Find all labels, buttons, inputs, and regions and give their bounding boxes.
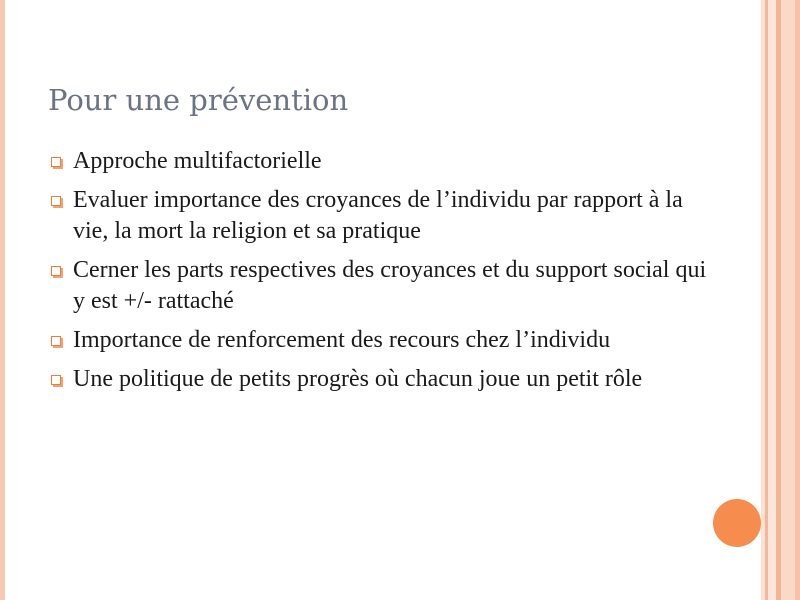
bullet-item	[48, 325, 708, 356]
square-bullet-icon	[51, 196, 61, 206]
square-bullet-icon	[51, 266, 61, 276]
bullet-text: Approche multifactorielle	[73, 148, 322, 174]
slide-title: Pour une prévention	[48, 83, 349, 117]
left-border-decoration	[0, 0, 5, 600]
bullet-text: Une politique de petits progrès où chacun joue un petit rôle	[73, 366, 643, 392]
orange-circle-decoration	[713, 499, 761, 547]
bullet-text: Importance de renforcement des recours chez l’individu	[73, 327, 611, 353]
square-bullet-icon	[51, 375, 61, 385]
square-bullet-icon	[51, 157, 61, 167]
bullet-list	[48, 146, 708, 403]
bullet-item	[48, 255, 708, 317]
bullet-text: Evaluer importance des croyances de l’individu par rapport à la vie, la mort la religion et sa pratique	[73, 187, 683, 244]
right-stripe-decoration	[795, 0, 800, 600]
bullet-text: Cerner les parts respectives des croyances et du support social qui y est +/- rattaché	[73, 257, 707, 314]
bullet-item	[48, 146, 708, 177]
square-bullet-icon	[51, 336, 61, 346]
bullet-item	[48, 185, 708, 247]
right-stripe-decoration	[781, 0, 795, 600]
right-stripe-decoration	[768, 0, 776, 600]
bullet-item	[48, 364, 708, 395]
